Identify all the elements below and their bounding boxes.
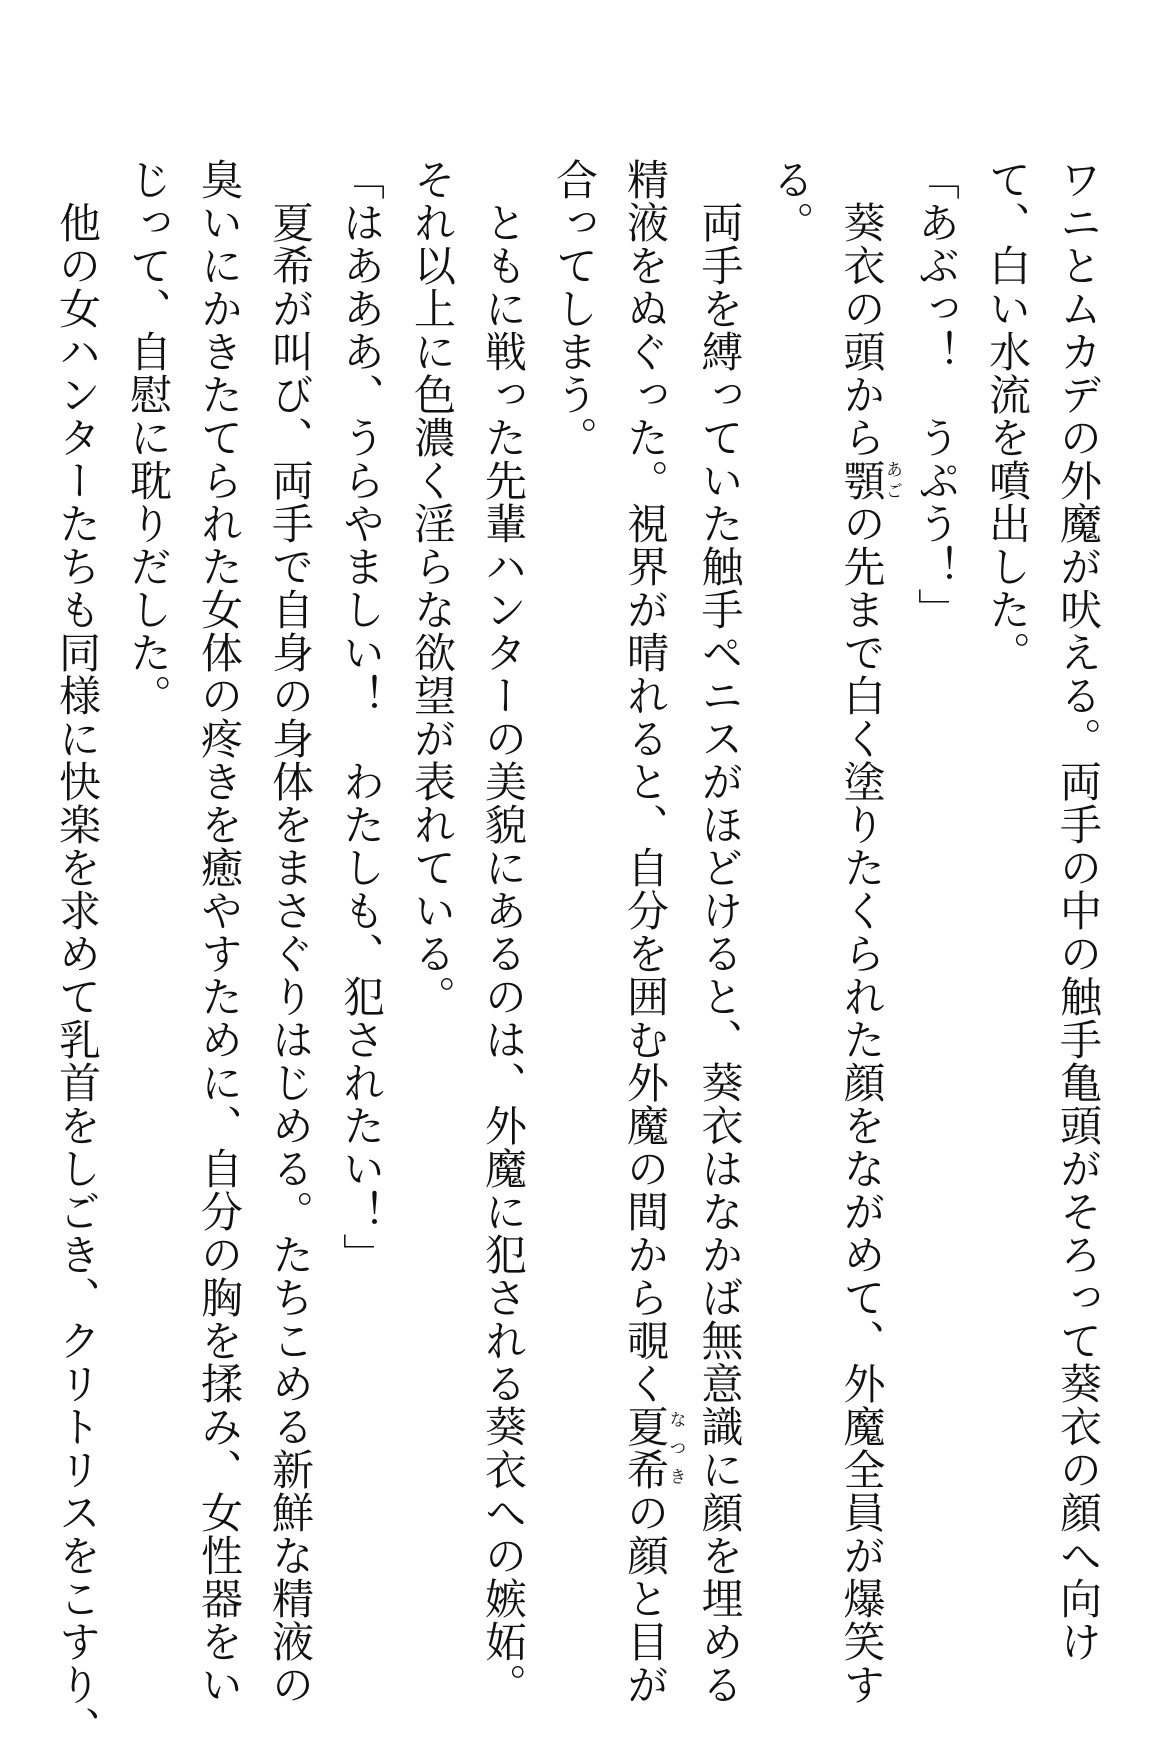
text-segment: の先まで白く塗りたくられた顔をながめて、外魔全員が爆笑す	[837, 502, 887, 1706]
text-line-8: 合ってしまう。	[550, 158, 599, 459]
text-line-11: 「はあああ、うらやましい！ わたしも、犯されたい！」	[337, 158, 386, 1276]
text-segment: の顔と目が	[621, 1491, 670, 1706]
text-line-14: じって、自慰に耽りだした。	[124, 158, 173, 717]
ruby-base: 夏希	[621, 1405, 670, 1491]
text-line-3: 「あぶっ！ うぷう！」	[912, 158, 961, 631]
text-line-9: ともに戦った先輩ハンターの美貌にあるのは、外魔に犯される葵衣への嫉妬。	[479, 158, 528, 1706]
text-line-2: て、白い水流を噴出した。	[983, 158, 1032, 674]
text-segment: 葵衣の頭から	[837, 158, 887, 459]
ruby-base: 顎	[837, 459, 887, 502]
text-line-13: 臭いにかきたてられた女体の疼きを癒やすために、自分の胸を揉み、女性器をい	[195, 158, 244, 1706]
text-line-6: 両手を縛っていた触手ペニスがほどけると、葵衣はなかば無意識に顔を埋める	[695, 158, 745, 1706]
text-segment: 精液をぬぐった。視界が晴れると、自分を囲む外魔の間から覗く	[621, 158, 670, 1405]
ruby-ago	[837, 459, 902, 502]
ruby-reading: なつき	[665, 1405, 686, 1491]
text-line-12: 夏希が叫び、両手で自身の身体をまさぐりはじめる。たちこめる新鮮な精液の	[266, 158, 315, 1706]
ruby-natsuki	[621, 1405, 686, 1491]
vertical-text-body	[42, 158, 1114, 1749]
text-line-1: ワニとムカデの外魔が吠える。両手の中の触手亀頭がそろって葵衣の顔へ向け	[1054, 158, 1103, 1663]
text-line-5: る。	[766, 158, 816, 244]
text-line-4	[827, 158, 902, 1706]
ruby-reading: あご	[882, 459, 902, 502]
text-line-15: 他の女ハンターたちも同様に快楽を求めて乳首をしごき、クリトリスをこすり、	[53, 158, 102, 1749]
text-line-10: それ以上に色濃く淫らな欲望が表れている。	[408, 158, 457, 1018]
text-line-7	[610, 158, 686, 1706]
